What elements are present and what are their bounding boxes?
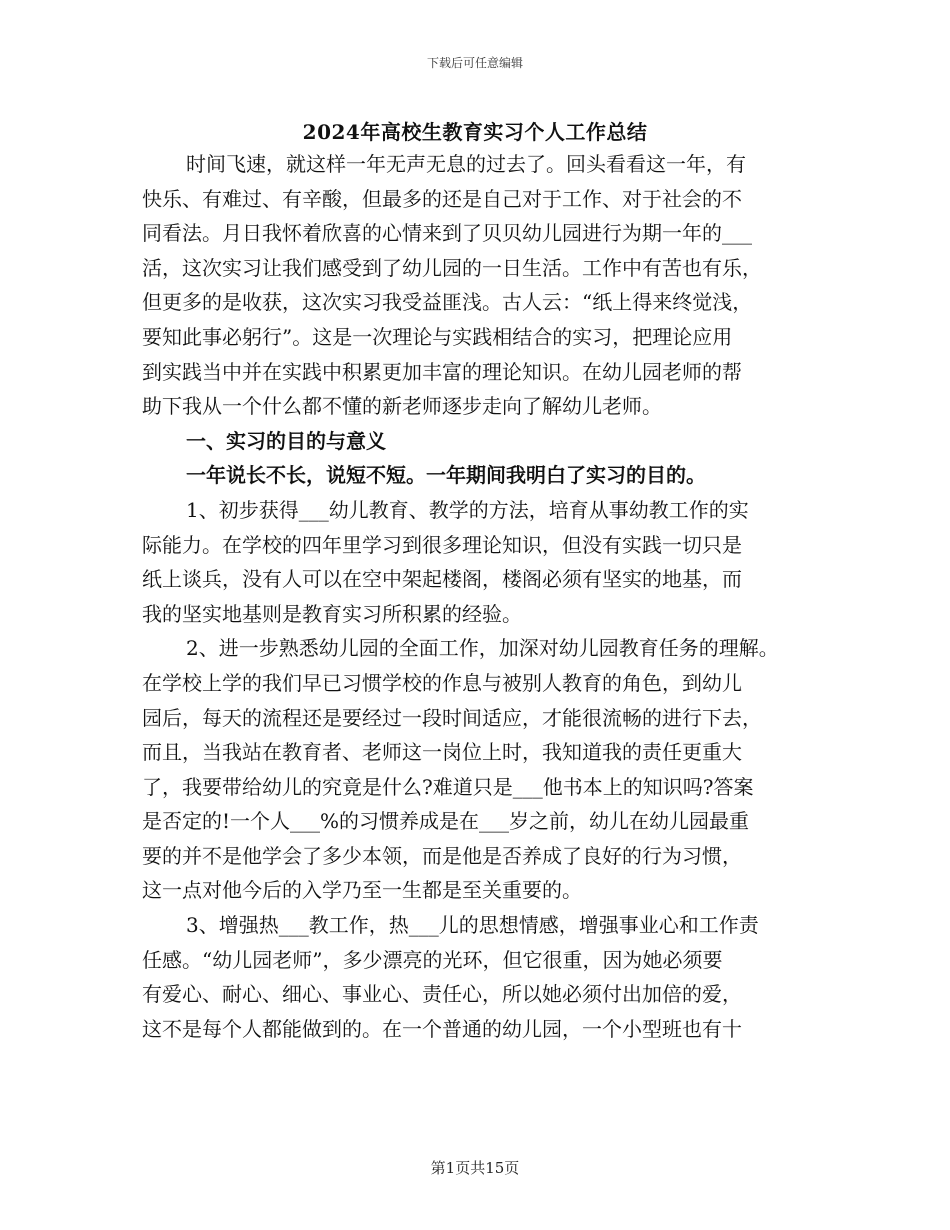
body-line: 这不是每个人都能做到的。在一个普通的幼儿园，一个小型班也有十	[142, 1016, 742, 1041]
body-line: 1、初步获得___幼儿教育、教学的方法，培育从事幼教工作的实	[186, 497, 749, 522]
body-line: 助下我从一个什么都不懂的新老师逐步走向了解幼儿老师。	[142, 394, 662, 419]
body-line: 活，这次实习让我们感受到了幼儿园的一日生活。工作中有苦也有乐，	[142, 255, 762, 280]
body-line: 在学校上学的我们早已习惯学校的作息与被别人教育的角色，到幼儿	[142, 670, 742, 695]
body-line: 快乐、有难过、有辛酸，但最多的还是自己对于工作、对于社会的不	[142, 186, 742, 211]
body-line: 纸上谈兵，没有人可以在空中架起楼阁，楼阁必须有坚实的地基，而	[142, 567, 742, 592]
body-line: 3、增强热___教工作，热___儿的思想情感，增强事业心和工作责	[186, 913, 759, 938]
section-intro: 一年说长不长，说短不短。一年期间我明白了实习的目的。	[186, 463, 706, 488]
section-heading: 一、实习的目的与意义	[186, 428, 386, 453]
body-line: 园后，每天的流程还是要经过一段时间适应，才能很流畅的进行下去，	[142, 705, 762, 730]
body-line: 是否定的!一个人___%的习惯养成是在___岁之前，幼儿在幼儿园最重	[142, 809, 750, 834]
body-line: 要知此事必躬行”。这是一次理论与实践相结合的实习，把理论应用	[142, 324, 733, 349]
body-line: 了，我要带给幼儿的究竟是什么?难道只是___他书本上的知识吗?答案	[142, 774, 754, 799]
header-note: 下载后可任意编辑	[426, 56, 523, 70]
page-footer: 第1页共15页	[430, 1159, 520, 1177]
body-line: 到实践当中并在实践中积累更加丰富的理论知识。在幼儿园老师的帮	[142, 359, 742, 384]
body-line: 这一点对他今后的入学乃至一生都是至关重要的。	[142, 878, 582, 903]
body-line: 有爱心、耐心、细心、事业心、责任心，所以她必须付出加倍的爱，	[142, 982, 742, 1007]
body-line: 但更多的是收获，这次实习我受益匪浅。古人云：“纸上得来终觉浅，	[142, 290, 753, 315]
body-line: 2、进一步熟悉幼儿园的全面工作，加深对幼儿园教育任务的理解。	[186, 636, 779, 661]
body-line: 时间飞速，就这样一年无声无息的过去了。回头看看这一年，有	[186, 152, 746, 176]
body-line: 任感。“幼儿园老师”，多少漂亮的光环，但它很重，因为她必须要	[142, 947, 723, 972]
body-line: 而且，当我站在教育者、老师这一岗位上时，我知道我的责任更重大	[142, 740, 742, 765]
document-title: 2024年高校生教育实习个人工作总结	[302, 120, 648, 144]
body-line: 要的并不是他学会了多少本领，而是他是否养成了良好的行为习惯，	[142, 843, 742, 868]
document-body	[142, 147, 818, 1046]
body-line: 我的坚实地基则是教育实习所积累的经验。	[142, 601, 522, 626]
body-line: 际能力。在学校的四年里学习到很多理论知识，但没有实践一切只是	[142, 532, 742, 557]
body-line: 同看法。月日我怀着欣喜的心情来到了贝贝幼儿园进行为期一年的___	[142, 221, 752, 246]
